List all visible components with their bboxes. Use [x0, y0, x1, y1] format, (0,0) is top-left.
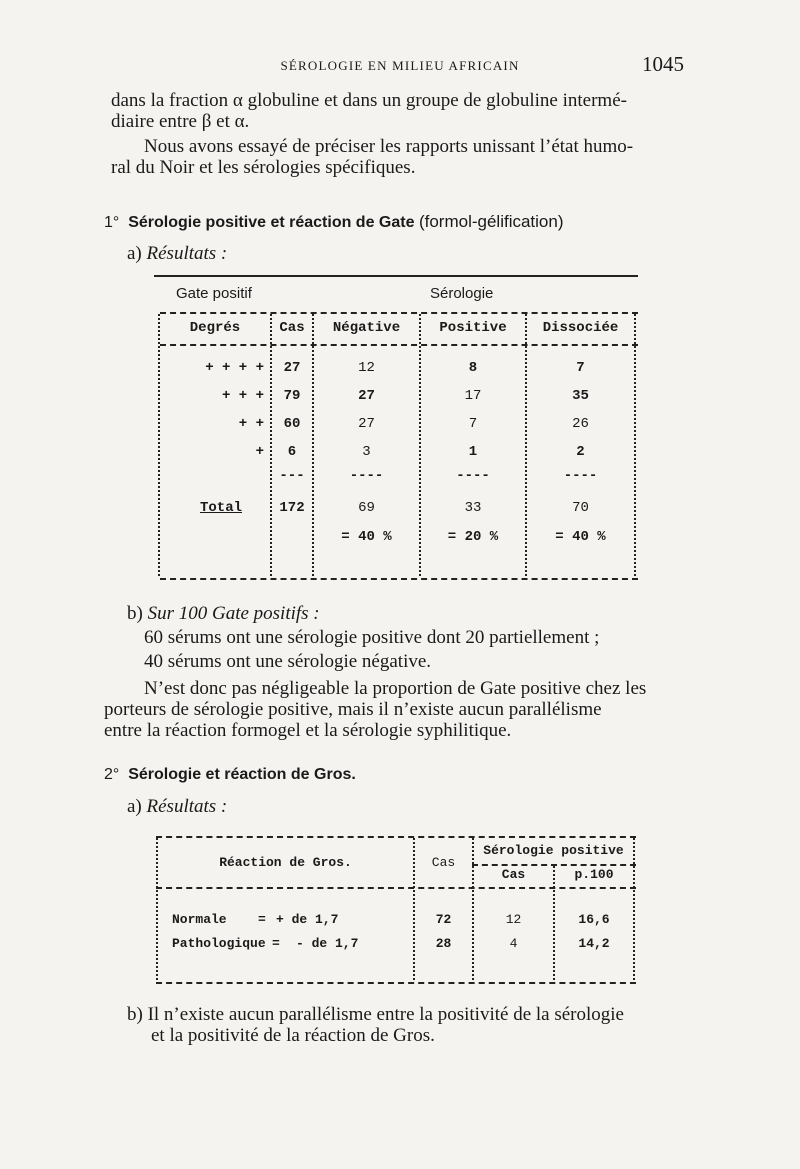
gros-row-2-pct: 14,2: [578, 936, 610, 951]
col-line-6: [634, 314, 636, 576]
gros-header-dash: [156, 887, 636, 889]
sub-b-label-2: b): [127, 1004, 143, 1025]
intro-line-1: dans la fraction α globuline et dans un groupe de globuline intermé-: [111, 90, 627, 111]
section-1-heading: [104, 212, 564, 232]
section-2-sub-a: [127, 796, 227, 818]
gros-row-1-cond: + de 1,7: [276, 912, 339, 927]
gros-col-line-3: [472, 838, 474, 980]
gros-row-2-sign: =: [272, 936, 280, 951]
row-2-negative: 27: [358, 388, 375, 404]
row-2-degree: + + +: [221, 388, 264, 404]
row-3-degree: + +: [238, 416, 264, 432]
col-header-dissociee: Dissociée: [542, 320, 619, 336]
row-1-dissociee: 7: [576, 360, 585, 376]
percent-negative: = 40 %: [341, 529, 392, 545]
sub-b-title: Sur 100 Gate positifs :: [147, 603, 320, 624]
row-4-cas: 6: [287, 444, 297, 460]
sub-b-2-line-2: et la positivité de la réaction de Gros.: [151, 1025, 435, 1046]
gate-table: [154, 275, 638, 277]
group-header-gate: Gate positif: [176, 285, 252, 302]
sub-b-label: b): [127, 603, 143, 624]
sub-a-label-2: a): [127, 796, 142, 817]
gros-row-1-cas: 72: [435, 912, 452, 927]
table-top-rule: [154, 275, 638, 277]
section-2-number: 2°: [104, 766, 120, 783]
gros-row-1-pct: 16,6: [578, 912, 610, 927]
intro-line-3: Nous avons essayé de préciser les rapports unissant l’état humo-: [144, 136, 634, 157]
row-3-negative: 27: [358, 416, 375, 432]
gros-row-2-label: Pathologique: [172, 936, 266, 951]
sub-b-line-2: 40 sérums ont une sérologie négative.: [144, 651, 432, 672]
gros-row-2-cas: 28: [435, 936, 452, 951]
section-2-heading: [104, 766, 356, 784]
sub-a-title: Résultats :: [146, 243, 228, 264]
gros-bottom-dash: [156, 982, 636, 984]
row-1-degree: + + + +: [205, 360, 264, 376]
gros-header-group: Sérologie positive: [483, 843, 624, 858]
row-2-dissociee: 35: [572, 388, 589, 404]
table-bottom-dash: [160, 578, 638, 580]
row-2-cas: 79: [283, 388, 301, 404]
col-header-cas: Cas: [279, 320, 305, 336]
gros-row-1-sign: =: [258, 912, 266, 927]
row-3-cas: 60: [283, 416, 301, 432]
para-line-1: N’est donc pas négligeable la proportion de Gate positive chez les: [144, 678, 647, 699]
total-dissociee: 70: [572, 500, 589, 516]
row-3-dissociee: 26: [572, 416, 589, 432]
section-1-title: Sérologie positive et réaction de Gate: [128, 214, 415, 231]
sub-a-title-2: Résultats :: [146, 796, 228, 817]
table-header-dash-bottom: [160, 344, 638, 346]
row-4-degree: +: [255, 444, 264, 460]
section-2-sub-b: [127, 1004, 624, 1026]
gros-col-line-5: [633, 838, 635, 980]
total-label: Total: [200, 500, 243, 516]
row-4-negative: 3: [362, 444, 371, 460]
gros-row-2-pos-cas: 4: [509, 936, 518, 951]
gros-row-1-pos-cas: 12: [505, 912, 522, 927]
percent-dissociee: = 40 %: [555, 529, 606, 545]
section-1-title-paren: (formol-gélification): [418, 212, 564, 231]
row-1-negative: 12: [358, 360, 375, 376]
section-1-sub-b: [127, 603, 320, 625]
gros-row-1-label: Normale: [172, 912, 227, 927]
page-number: 1045: [642, 52, 684, 76]
sep-positive: ----: [456, 468, 490, 484]
col-line-1: [158, 314, 160, 576]
intro-line-4: ral du Noir et les sérologies spécifiques.: [111, 157, 416, 178]
row-1-cas: 27: [283, 360, 301, 376]
sub-b-2-line-1: Il n’existe aucun parallélisme entre la positivité de la sérologie: [147, 1004, 624, 1025]
sub-a-label: a): [127, 243, 142, 264]
table-header-dash-top: [160, 312, 638, 314]
gros-header-cas: Cas: [431, 855, 456, 870]
running-title: SÉROLOGIE EN MILIEU AFRICAIN: [280, 58, 520, 73]
sub-b-line-1: 60 sérums ont une sérologie positive dont 20 partiellement ;: [144, 627, 600, 648]
total-positive: 33: [464, 500, 482, 516]
row-4-dissociee: 2: [576, 444, 585, 460]
gros-sub-pct: p.100: [574, 867, 614, 882]
col-header-degres: Degrés: [189, 320, 241, 336]
gros-sub-cas: Cas: [501, 867, 526, 882]
row-2-positive: 17: [464, 388, 482, 404]
total-cas: 172: [279, 500, 305, 516]
col-header-positive: Positive: [439, 320, 507, 336]
col-header-negative: Négative: [332, 320, 401, 336]
gros-table-top-dash: [156, 836, 636, 838]
row-1-positive: 8: [468, 360, 478, 376]
percent-positive: = 20 %: [447, 529, 499, 545]
section-1-number: 1°: [104, 214, 120, 231]
intro-line-2: diaire entre β et α.: [111, 111, 250, 132]
sep-negative: ----: [349, 468, 384, 484]
sep-dissociee: ----: [563, 468, 598, 484]
para-line-2: porteurs de sérologie positive, mais il n’existe aucun parallélisme: [104, 699, 602, 720]
group-header-serologie: Sérologie: [430, 285, 494, 302]
gros-header-reaction: Réaction de Gros.: [219, 855, 352, 870]
section-2-title: Sérologie et réaction de Gros.: [128, 766, 356, 783]
sep-cas: ---: [279, 468, 305, 484]
para-line-3: entre la réaction formogel et la sérologie syphilitique.: [104, 720, 512, 741]
row-3-positive: 7: [468, 416, 478, 432]
total-negative: 69: [358, 500, 375, 516]
gros-row-2-cond: - de 1,7: [296, 936, 359, 951]
row-4-positive: 1: [468, 444, 478, 460]
section-1-sub-a: [127, 243, 227, 265]
